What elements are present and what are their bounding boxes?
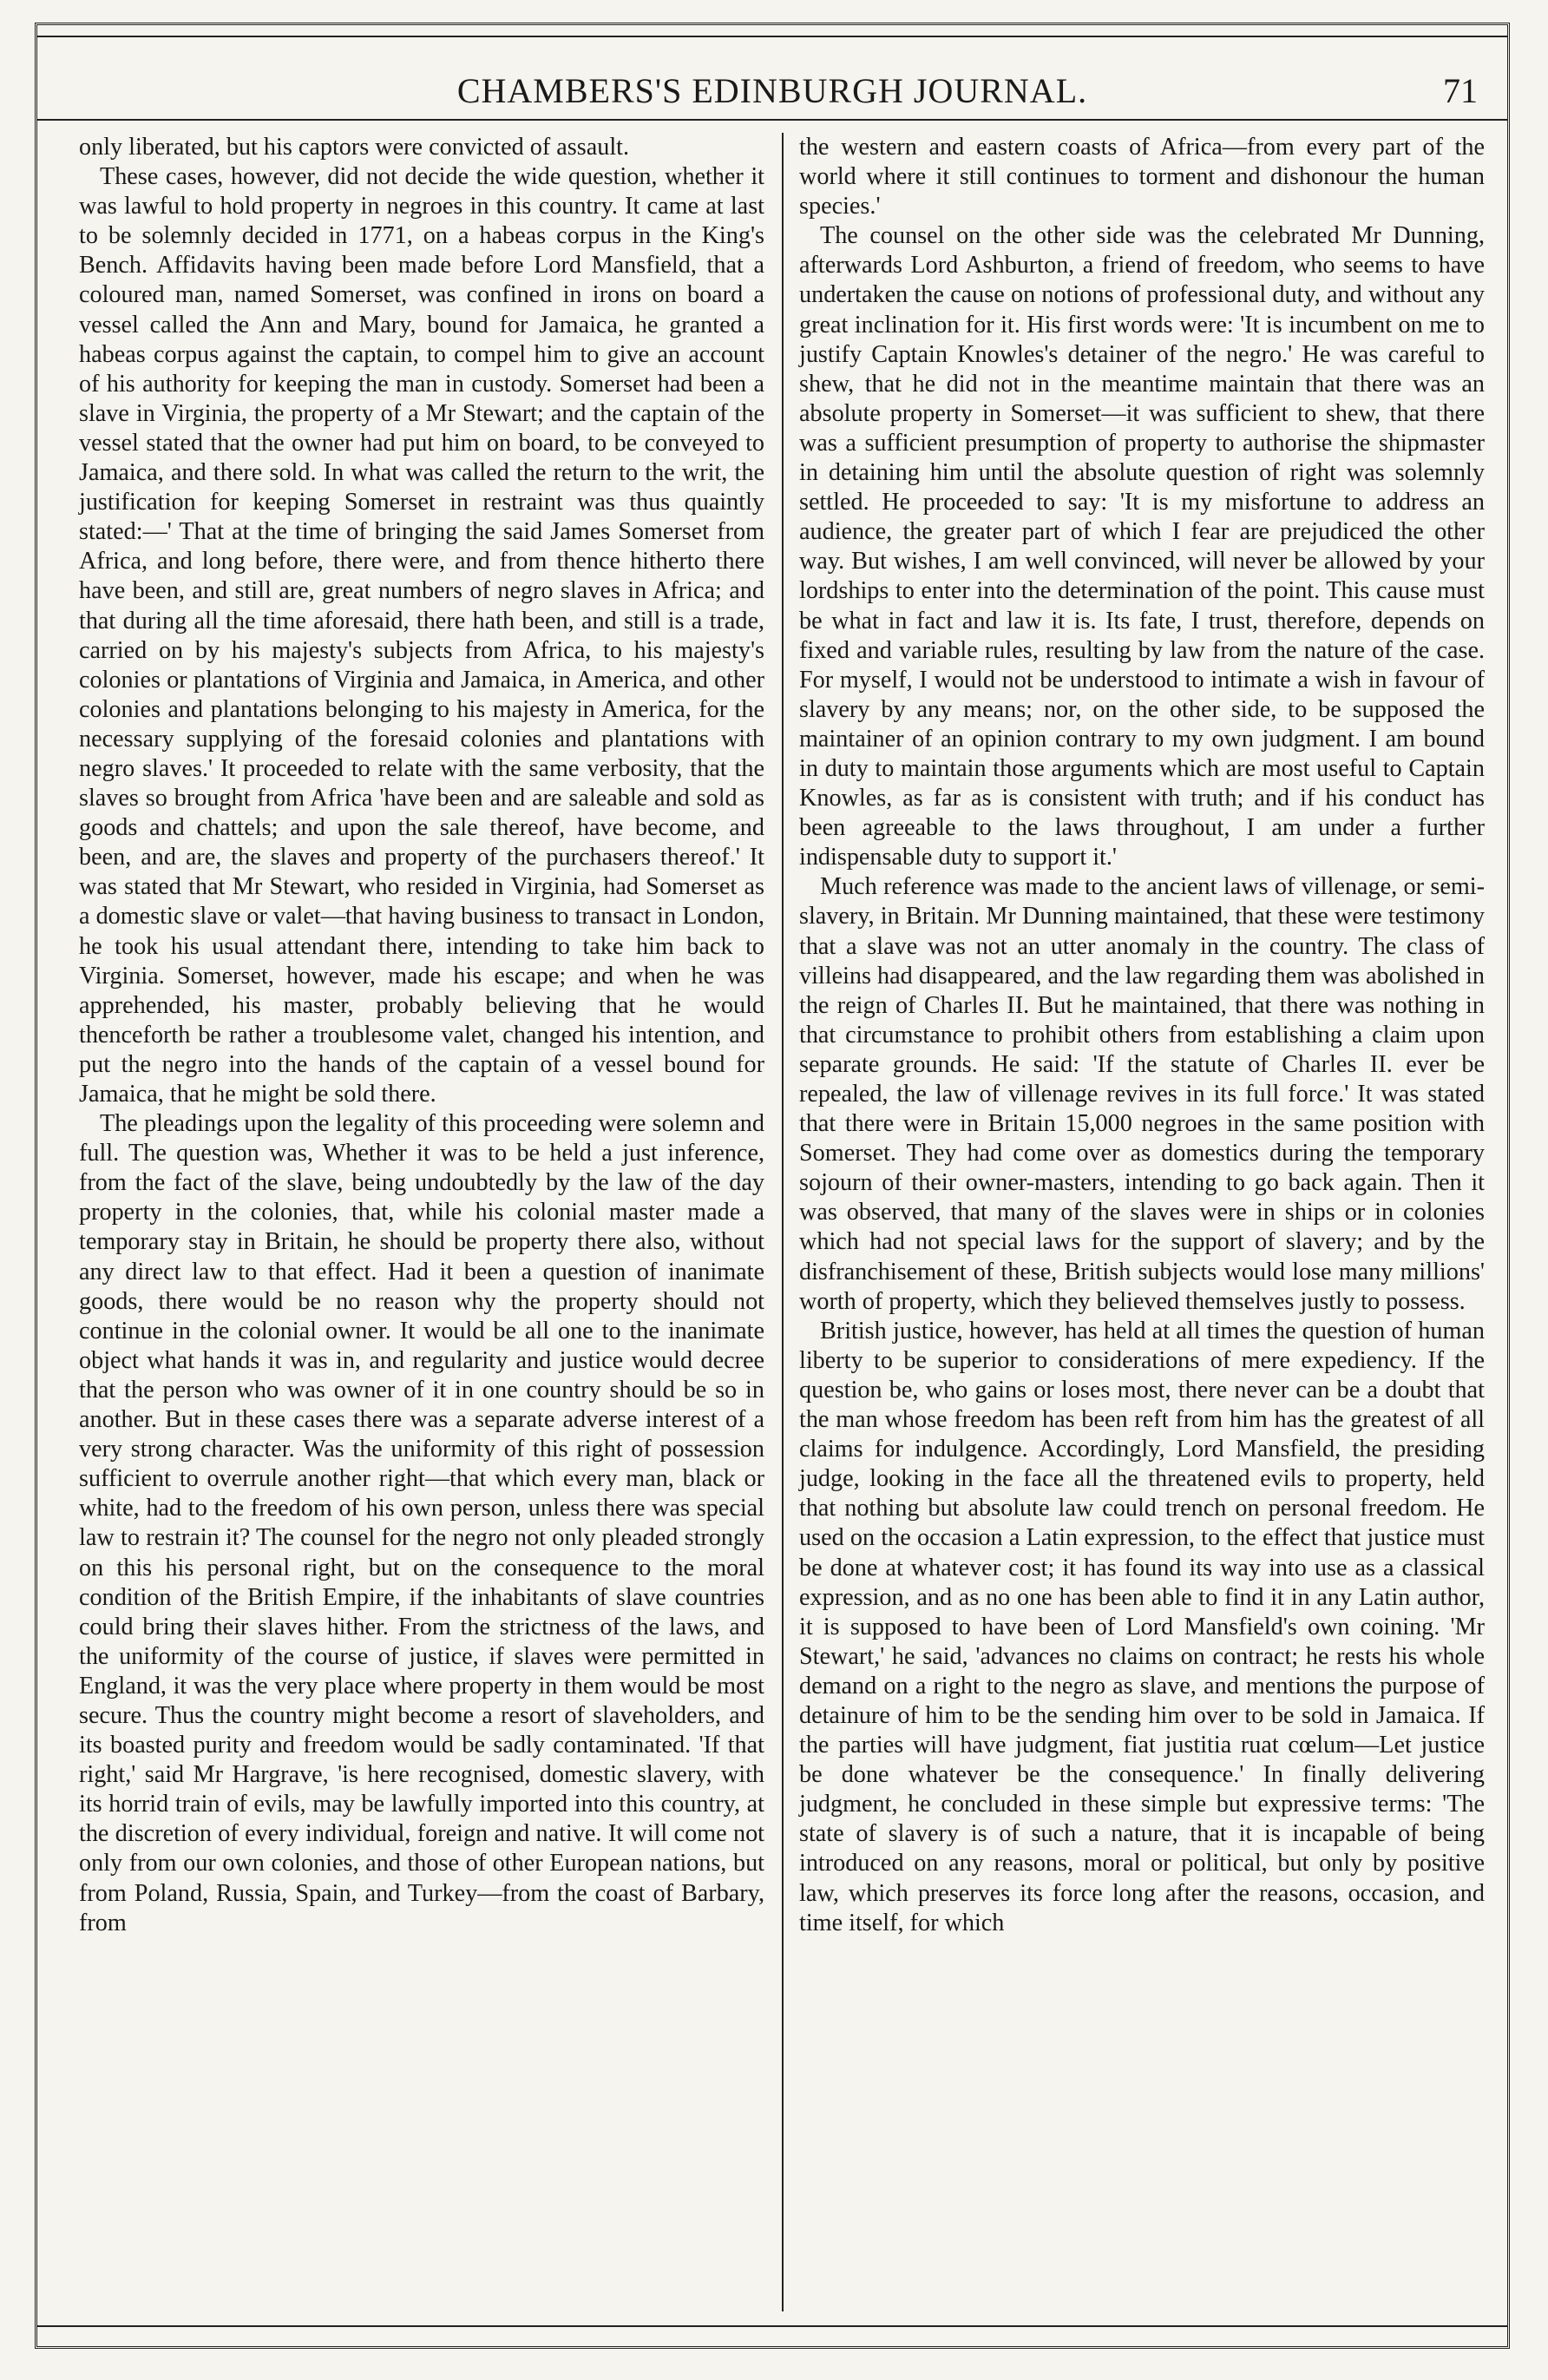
text-columns bbox=[79, 133, 1485, 2294]
paragraph: Much reference was made to the ancient laws of villenage, or semi-slavery, in Britain. Mr Dunning maintained, that these were testimony that a slave was not an utter anomaly in the country. The class of villeins had disappeared, and the law regarding them was abolished in the reign of Charles II. But he maintained, that there was nothing in that circumstance to prohibit others from establishing a claim upon separate grounds. He said: 'If the statute of Charles II. ever be repealed, the law of villenage revives in its full force.' It was stated that there were in Britain 15,000 negroes in the same position with Somerset. They had come over as domestics during the temporary sojourn of their owner-masters, intending to go back again. Then it was observed, that many of the slaves were in ships or in colonies which had not special laws for the support of slavery; and by the disfranchisement of these, British subjects would lose many millions' worth of property, which they believed themselves justly to possess. bbox=[799, 873, 1485, 1315]
bottom-rule bbox=[37, 2325, 1507, 2327]
top-rule bbox=[37, 36, 1507, 37]
paragraph: the western and eastern coasts of Africa—from every part of the world where it still continues to torment and dishonour the human species.' bbox=[799, 134, 1485, 220]
left-column bbox=[79, 133, 764, 2294]
journal-page bbox=[35, 23, 1510, 2349]
paragraph: British justice, however, has held at all times the question of human liberty to be superior to considerations of mere expediency. If the question be, who gains or loses most, there never can be a doubt that the man whose freedom has been reft from him has the greatest of all claims for indulgence. Accordingly, Lord Mansfield, the presiding judge, looking in the face all the threatened evils to property, held that nothing but absolute law could trench on personal freedom. He used on the occasion a Latin expression, to the effect that justice must be done at whatever cost; it has found its way into use as a classical expression, and as no one has been able to find it in any Latin author, it is supposed to have been of Lord Mansfield's own coining. 'Mr Stewart,' he said, 'advances no claims on contract; he rests his whole demand on a right to the negro as slave, and mentions the purpose of detainure of him to be the sending him over to be sold in Jamaica. If the parties will have judgment, fiat justitia ruat cœlum—Let justice be done whatever be the consequence.' In finally delivering judgment, he concluded in these simple but expressive terms: 'The state of slavery is of such a nature, that it is incapable of being introduced on any reasons, moral or political, but only by positive law, which preserves its force long after the reasons, occasion, and time itself, for which bbox=[799, 1317, 1485, 1936]
running-header bbox=[37, 46, 1507, 121]
paragraph: These cases, however, did not decide the wide question, whether it was lawful to hold property in negroes in this country. It came at last to be solemnly decided in 1771, on a habeas corpus in the King's Bench. Affidavits having been made before Lord Mansfield, that a coloured man, named Somerset, was confined in irons on board a vessel called the Ann and Mary, bound for Jamaica, he granted a habeas corpus against the captain, to compel him to give an account of his authority for keeping the man in custody. Somerset had been a slave in Virginia, the property of a Mr Stewart; and the captain of the vessel stated that the owner had put him on board, to be conveyed to Jamaica, and there sold. In what was called the return to the writ, the justification for keeping Somerset in restraint was thus quaintly stated:—' That at the time of bringing the said James Somerset from Africa, and long before, there were, and from thence hitherto there have been, and still are, great numbers of negro slaves in Africa; and that during all the time aforesaid, there hath been, and still is a trade, carried on by his majesty's subjects from Africa, to his majesty's colonies or plantations of Virginia and Jamaica, in America, and other colonies and plantations belonging to his majesty in America, for the necessary supplying of the foresaid colonies and plantations with negro slaves.' It proceeded to relate with the same verbosity, that the slaves so brought from Africa 'have been and are saleable and sold as goods and chattels; and upon the sale thereof, have become, and been, and are, the slaves and property of the purchasers thereof.' It was stated that Mr Stewart, who resided in Virginia, had Somerset as a domestic slave or valet—that having business to transact in London, he took his usual attendant there, intending to take him back to Virginia. Somerset, however, made his escape; and when he was apprehended, his master, probably believing that he would thenceforth be rather a troublesome valet, changed his intention, and put the negro into the hands of the captain of a vessel bound for Jamaica, that he might be sold there. bbox=[79, 163, 764, 1108]
paragraph: only liberated, but his captors were convicted of assault. bbox=[79, 134, 630, 161]
page-number: 71 bbox=[1443, 71, 1478, 110]
journal-title: CHAMBERS'S EDINBURGH JOURNAL. bbox=[456, 71, 1088, 110]
right-column bbox=[799, 133, 1485, 2294]
paragraph: The pleadings upon the legality of this proceeding were solemn and full. The question was, Whether it was to be held a just inference, from the fact of the slave, being undoubtedly by the law of the day property in the colonies, that, while his colonial master made a temporary stay in Britain, he should be property there also, without any direct law to that effect. Had it been a question of inanimate goods, there would be no reason why the property should not continue in the colonial owner. It would be all one to the inanimate object what hands it was in, and regularity and justice would decree that the person who was owner of it in one country should be so in another. But in these cases there was a separate adverse interest of a very strong character. Was the uniformity of this right of possession sufficient to overrule another right—that which every man, black or white, had to the freedom of his own person, unless there was special law to restrain it? The counsel for the negro not only pleaded strongly on this his personal right, but on the consequence to the moral condition of the British Empire, if the inhabitants of slave countries could bring their slaves hither. From the strictness of the laws, and the uniformity of the course of justice, if slaves were permitted in England, it was the very place where property in them would be most secure. Thus the country might become a resort of slaveholders, and its boasted purity and freedom would be sadly contaminated. 'If that right,' said Mr Hargrave, 'is here recognised, domestic slavery, with its horrid train of evils, may be lawfully imported into this country, at the discretion of every individual, foreign and native. It will come not only from our own colonies, and those of other European nations, but from Poland, Russia, Spain, and Turkey—from the coast of Barbary, from bbox=[79, 1110, 764, 1936]
paragraph: The counsel on the other side was the celebrated Mr Dunning, afterwards Lord Ashburton, a friend of freedom, who seems to have undertaken the cause on notions of professional duty, and without any great inclination for it. His first words were: 'It is incumbent on me to justify Captain Knowles's detainer of the negro.' He was careful to shew, that he did not in the meantime maintain that there was an absolute property in Somerset—it was sufficient to shew, that there was a sufficient presumption of property to authorise the shipmaster in detaining him until the absolute question of right was solemnly settled. He proceeded to say: 'It is my misfortune to address an audience, the greater part of which I fear are prejudiced the other way. But wishes, I am well convinced, will never be allowed by your lordships to enter into the determination of the point. This cause must be what in fact and law it is. Its fate, I trust, therefore, depends on fixed and variable rules, resulting by law from the nature of the case. For myself, I would not be understood to intimate a wish in favour of slavery by any means; nor, on the other side, to be supposed the maintainer of an opinion contrary to my own judgment. I am bound in duty to maintain those arguments which are most useful to Captain Knowles, as far as is consistent with truth; and if his conduct has been agreeable to the laws throughout, I am under a further indispensable duty to support it.' bbox=[799, 222, 1485, 871]
column-divider bbox=[782, 133, 784, 2311]
